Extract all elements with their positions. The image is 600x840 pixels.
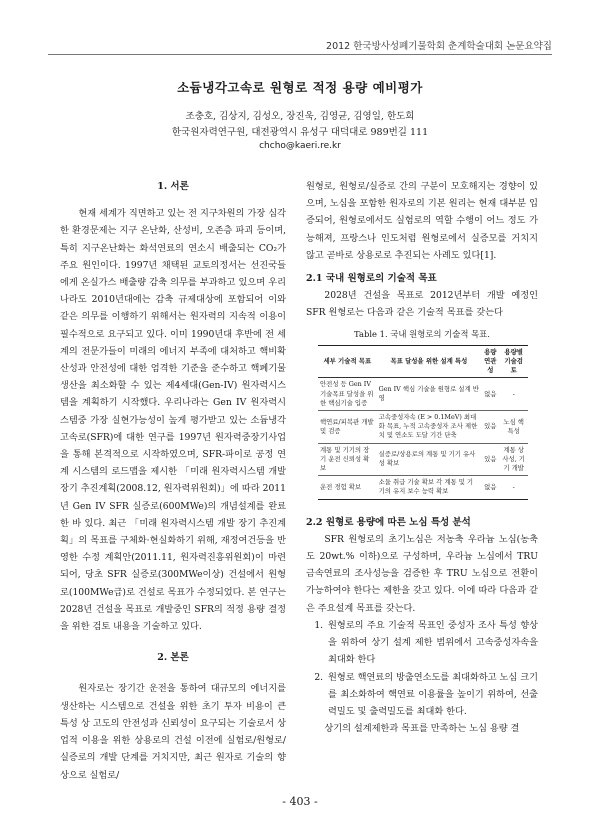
table-cell: 있음 [481,411,499,444]
table-cell: - [499,378,528,411]
table-cell: 고속중성자속 (E > 0.1MeV) 최대화 목표, 누적 고속중성자 조사 제한치 및 연소도 도달 기간 단축 [377,411,482,444]
paper-authors: 조충호, 김상지, 김성오, 장진욱, 김영균, 김영일, 한도희 [185,111,415,122]
table-header-cell: 용량별 기술검토 [499,345,528,378]
right-column [306,178,538,737]
table-caption: Table 1. 국내 원형로의 기술적 목표. [354,328,490,339]
conference-header: 2012 한국방사성폐기물학회 춘계학술대회 논문요약집 [326,41,552,52]
list-item: 1. 원형로의 주요 기술적 목표인 중성자 조사 특성 향상을 위하여 상기 설계 제한 범위에서 고속중성자속을 최대화 한다 [326,617,538,669]
paper-affiliation: 한국원자력연구원, 대전광역시 유성구 대덕대로 989번길 111 [171,127,429,138]
table-row [318,378,528,411]
table-row [318,476,528,499]
body-paragraph: 원자로는 장기간 운전을 통하여 대규모의 에너지를 생산하는 시스템으로 건설을 위한 초기 투자 비용이 큰 특성 상 고도의 안전성과 신뢰성이 요구되는 기술로서 상업적 이용을 위한 상용로의 건설 이전에 실험로/원형로/실증로의 개발 단계를 거치지만, 최근 원자로 기술의 향상으로 실험로/ [60,683,286,781]
section-1-heading: 1. 서론 [157,181,189,192]
goals-table [318,345,528,500]
list-item: 2. 원형로 핵연료의 방출연소도를 최대화하고 노심 크기를 최소화하여 핵연료 이용률을 높이기 위하여, 선출력밀도 및 출력밀도를 최대화 한다. [326,669,538,721]
table-cell: 있음 [481,443,499,476]
header-rule [48,54,552,55]
table-cell: 운전 경험 확보 [318,476,377,499]
table-cell: 노심 핵특성 [499,411,528,444]
table-cell: 계통 및 기기의 장기 운전 신뢰성 확보 [318,443,377,476]
table-cell: 소듐 취급 기술 확보 각 계통 및 기기의 유지 보수 능력 확보 [377,476,482,499]
table-header-cell: 용량 연관성 [481,345,499,378]
table-cell: - [499,476,528,499]
paper-title: 소듐냉각고속로 원형로 적정 용량 예비평가 [177,80,423,95]
introduction-paragraph: 현재 세계가 직면하고 있는 전 지구차원의 가장 심각한 환경문제는 지구 온난화, 산성비, 오존층 파괴 등이며, 특히 지구온난화는 화석연료의 연소시 배출되는 CO₂가 주요 원인이다. 1997년 채택된 교토의정서는 선진국들에게 온실가스 배출량 감축 의무를 부과하고 있으며 우리나라도 2010년대에는 감축 규제대상에 포함되어 이와 같은 의무를 이행하기 위해서는 원자력의 지속적 이용이 필수적으로 요구되고 있다. 이미 1990년대 후반에 전 세계의 전문가들이 미래의 에너지 부족에 대처하고 핵비확산성과 안전성에 대한 엄격한 기준을 준수하고 핵폐기물 생산을 최소화할 수 있는 제4세대(Gen-IV) 원자력시스템을 계획하기 시작했다. 우리나라는 Gen IV 원자력시스템중 가장 실현가능성이 높게 평가받고 있는 소듐냉각고속로(SFR)에 대한 연구를 1997년 원자력중장기사업을 통해 본격적으로 시작하였으며, SFR-파이로 공정 연계 시스템의 로드맵을 제시한 「미래 원자력시스템 개발 장기 추진계획(2008.12, 원자력위원회)」에 따라 2011년 Gen IV SFR 실증로(600MWe)의 개념설계를 완료한 바 있다. 최근 「미래 원자력시스템 개발 장기 추진계획」의 목표를 구체화·현실화하기 위해, 재정여건등을 반영한 수정 계획안(2011.11, 원자력진흥위원회)이 마련되어, 당초 SFR 실증로(300MWe이상) 건설에서 원형로(100MWe급)로 건설로 목표가 수정되었다. 본 연구는 2028년 건설을 목표로 개발중인 SFR의 적정 용량 결정을 위한 검토 내용을 기술하고 있다. [60,208,286,633]
section-2-heading: 2. 본론 [157,652,189,664]
table-header-row [318,345,528,378]
table-cell: 실증로/상용로의 계통 및 기기 유사성 확보 [377,443,482,476]
paper-email: chcho@kaeri.re.kr [259,141,341,151]
table-row [318,443,528,476]
design-goals-list [306,617,538,720]
table-header-cell: 세부 기술적 목표 [318,345,377,378]
table-cell: 핵연료/피복관 개발 및 검증 [318,411,377,444]
subsection-2-2-heading: 2.2 원형로 용량에 따른 노심 특성 분석 [306,516,471,528]
table-cell: Gen IV 핵심 기술을 원형로 설계 반영 [377,378,482,411]
page-number: - 403 - [282,795,318,808]
table-header-cell: 목표 달성을 위한 설계 특성 [377,345,482,378]
table-row [318,411,528,444]
table-cell: 계통 상사성, 기기 개발 [499,443,528,476]
subsection-2-1-heading: 2.1 국내 원형로의 기술적 목표 [306,273,437,285]
left-column [60,178,286,784]
continued-paragraph: 원형로, 원형로/실증로 간의 구분이 모호해지는 경향이 있으며, 노심을 포함한 원자로의 기본 원리는 현재 대부분 입증되어, 원형로에서도 실험로의 역할 수행이 어느 정도 가능해져, 프랑스나 인도처럼 원형로에서 실증모를 거치지 않고 곧바로 상용로로 추진되는 사례도 있다[1]. [306,181,538,261]
final-paragraph: 상기의 설계제한과 목표를 만족하는 노심 용량 결 [324,723,520,735]
table-cell: 없음 [481,378,499,411]
subsection-2-2-text: SFR 원형로의 초기노심은 저농축 우라늄 노심(농축도 20wt.% 이하)으로 구성하며, 우라늄 노심에서 TRU 금속연료의 조사성능을 검증한 후 TRU 노심으로 전환이 가능하여야 한다는 제한을 갖고 있다. 이에 따라 다음과 같은 주요설계 목표를 갖는다. [306,533,538,614]
subsection-2-1-text: 2028년 건설을 목표로 2012년부터 개발 예정인 SFR 원형로는 다음과 같은 기술적 목표를 갖는다 [306,290,538,319]
table-cell: 없음 [481,476,499,499]
table-cell: 안전성 등 Gen IV 기술목표 달성을 위한 핵심기술 입증 [318,378,377,411]
